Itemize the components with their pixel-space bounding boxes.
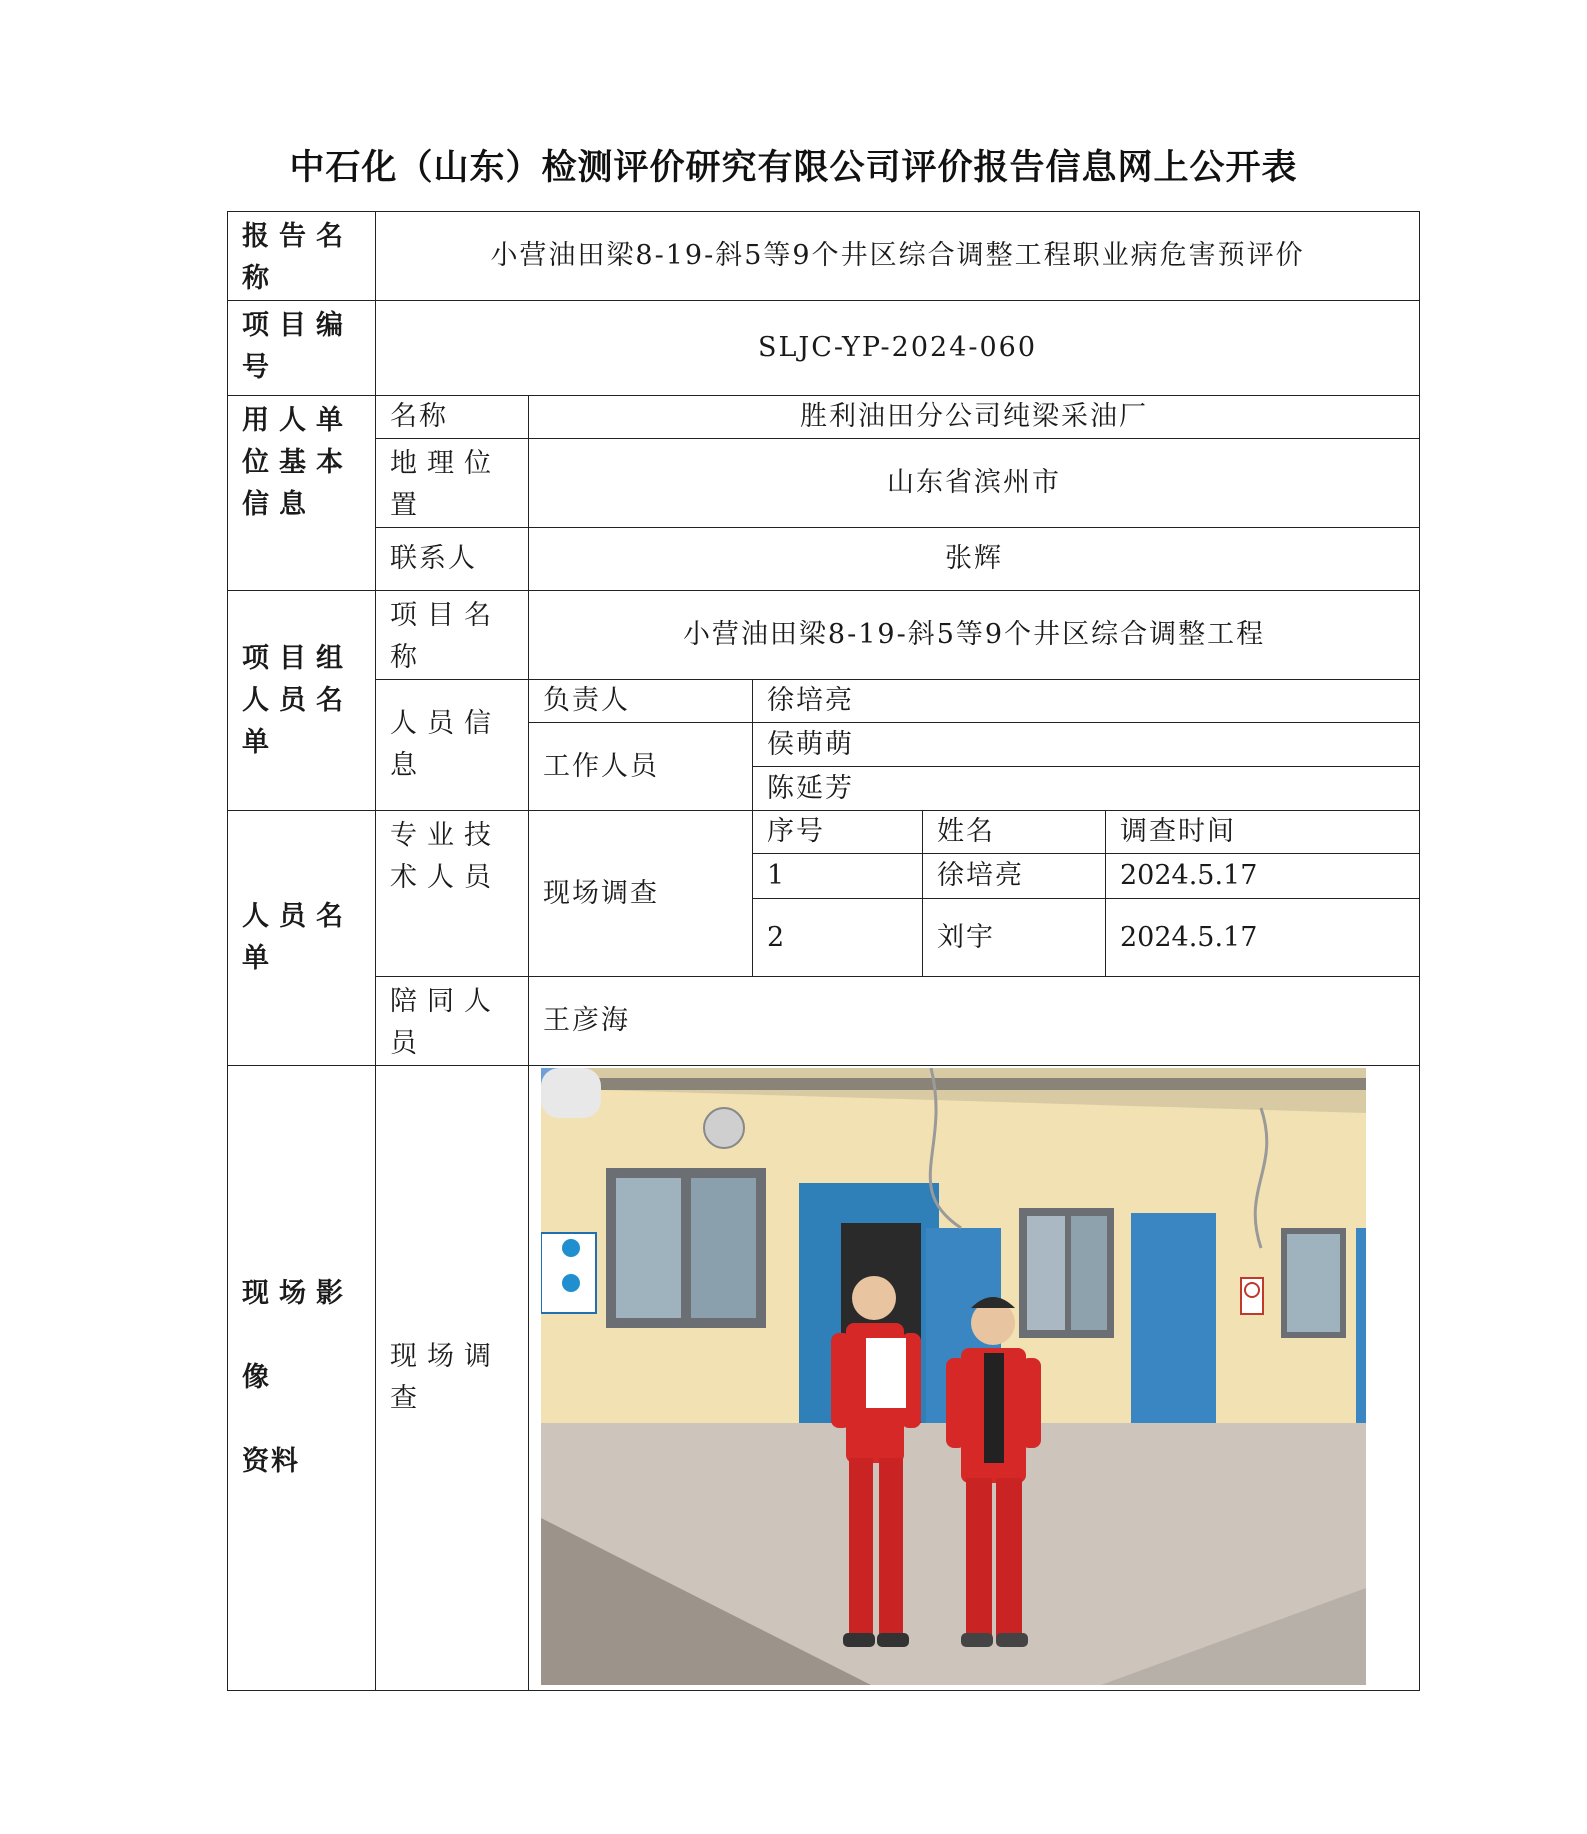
personnel-header-date: 调查时间 [1106,811,1420,854]
personnel-escort-row [228,977,1420,1066]
employer-contact-value: 张辉 [529,528,1420,591]
personnel-header-row [228,811,1420,854]
project-no-label: 项目编号 [228,301,376,396]
personnel-row-2-date: 2024.5.17 [1106,899,1420,977]
site-photo [541,1068,1366,1685]
team-workers-label: 工作人员 [529,723,753,811]
team-worker-1: 侯萌萌 [753,723,1420,767]
report-name-value: 小营油田梁8-19-斜5等9个井区综合调整工程职业病危害预评价 [376,212,1420,301]
team-project-name-label: 项目名称 [376,591,529,680]
employer-label: 用人单位基本信息 [228,396,376,591]
employer-location-label: 地理位置 [376,439,529,528]
personnel-tech-label: 专业技术人员 [376,811,529,977]
media-label-line-3: 资料 [242,1446,300,1477]
report-name-row [228,212,1420,301]
employer-name-label: 名称 [376,396,529,439]
employer-contact-row [228,528,1420,591]
personnel-row-1-date: 2024.5.17 [1106,854,1420,899]
personnel-label: 人员名单 [228,811,376,1066]
team-staff-info-label: 人员信息 [376,680,529,811]
media-label-line-2: 像 [242,1362,279,1393]
personnel-escort-label: 陪同人员 [376,977,529,1066]
team-label: 项目组人员名单 [228,591,376,811]
team-project-name-value: 小营油田梁8-19-斜5等9个井区综合调整工程 [529,591,1420,680]
employer-name-value: 胜利油田分公司纯梁采油厂 [529,396,1420,439]
employer-location-row [228,439,1420,528]
personnel-row-2-no: 2 [753,899,923,977]
team-project-row [228,591,1420,680]
personnel-row-1-no: 1 [753,854,923,899]
site-photo-cell [529,1066,1420,1691]
personnel-survey-label: 现场调查 [529,811,753,977]
media-row [228,1066,1420,1691]
media-label-line-1: 现场影 [242,1278,353,1309]
project-no-value: SLJC-YP-2024-060 [376,301,1420,396]
employer-contact-label: 联系人 [376,528,529,591]
team-worker-2: 陈延芳 [753,767,1420,811]
team-leader-label: 负责人 [529,680,753,723]
media-label [228,1066,376,1691]
team-leader-value: 徐培亮 [753,680,1420,723]
employer-location-value: 山东省滨州市 [529,439,1420,528]
disclosure-form-table [227,211,1420,1691]
team-leader-row [228,680,1420,723]
personnel-escort-value: 王彦海 [529,977,1420,1066]
report-name-label: 报告名称 [228,212,376,301]
page-title: 中石化（山东）检测评价研究有限公司评价报告信息网上公开表 [289,148,1298,188]
personnel-row-1-name: 徐培亮 [923,854,1106,899]
media-survey-label: 现场调查 [376,1066,529,1691]
personnel-row-2-name: 刘宇 [923,899,1106,977]
employer-name-row [228,396,1420,439]
personnel-header-name: 姓名 [923,811,1106,854]
project-no-row [228,301,1420,396]
personnel-header-no: 序号 [753,811,923,854]
